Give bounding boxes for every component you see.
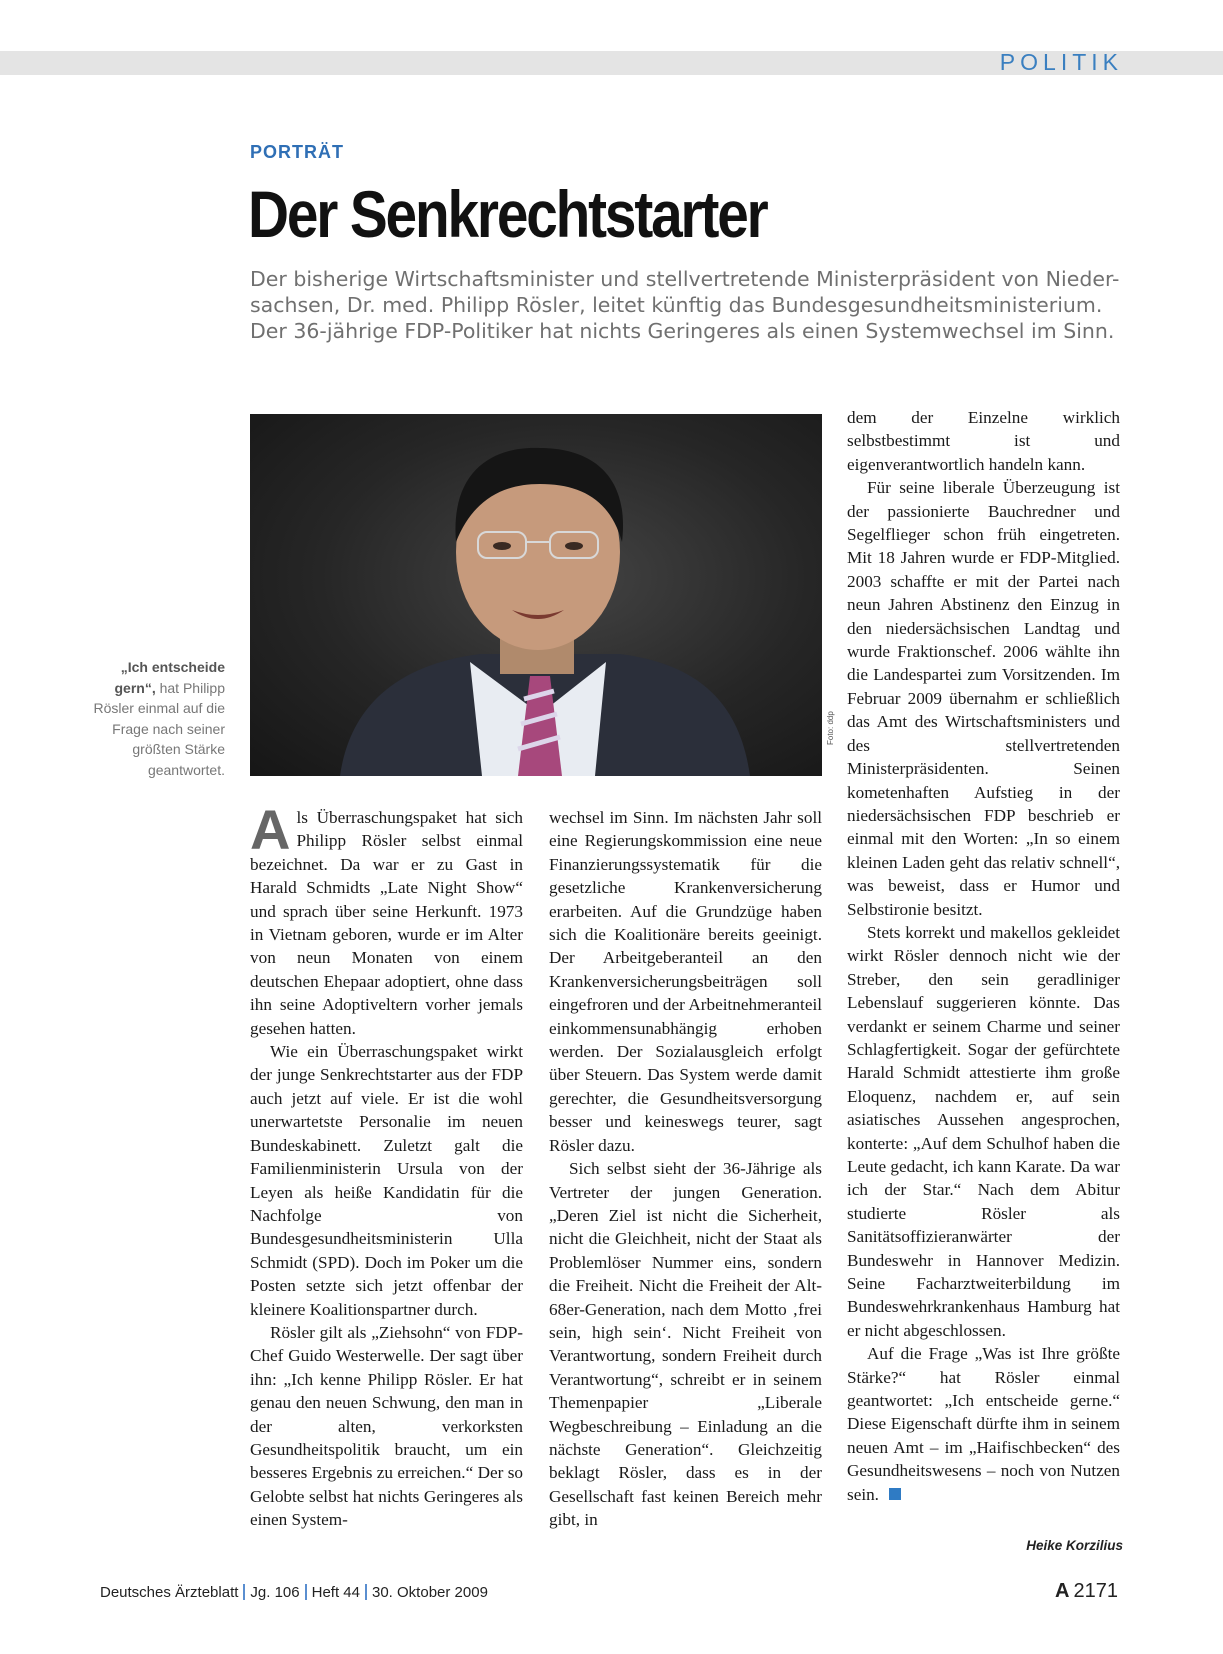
lead-line: Der bisherige Wirtschaftsminister und stellvertretende Ministerpräsident von Nieder-	[250, 267, 1120, 291]
photo-credit: Foto: ddp	[826, 711, 835, 745]
lead-line: Der 36-jährige FDP-Politiker hat nichts Geringeres als einen Systemwechsel im Sinn.	[250, 319, 1115, 343]
paragraph: Sich selbst sieht der 36-Jährige als Vertreter der jungen Generation. „Deren Ziel ist nicht die Sicherheit, nicht die Gleichheit, nicht der Staat als Problemlöser Nummer eins, sondern die Freiheit. Nicht die Freiheit der Alt-68er-Generation, nach dem Motto ‚frei sein, high sein‘. Nicht Freiheit von Verantwortung, sondern Freiheit durch Verantwortung“, schreibt er in seinem Themenpapier „Liberale Wegbeschreibung – Einladung an die nächste Generation“. Gleichzeitig beklagt Rösler, dass es in der Gesellschaft fast keinen Bereich mehr gibt, in	[549, 1159, 822, 1530]
footer-journal-info	[100, 1584, 488, 1601]
kicker: PORTRÄT	[250, 142, 344, 162]
issue-date: 30. Oktober 2009	[372, 1584, 488, 1601]
issue: Heft 44	[311, 1584, 360, 1601]
portrait-illustration	[250, 414, 822, 776]
drop-cap: A	[250, 798, 291, 861]
page-prefix: A	[1055, 1580, 1070, 1602]
footer-separator	[243, 1584, 245, 1600]
portrait-photo	[250, 414, 822, 776]
photo-caption	[90, 657, 225, 780]
footer-separator	[305, 1584, 307, 1600]
headline: Der Senkrechtstarter	[248, 177, 767, 251]
article-column-2	[549, 806, 822, 1532]
author-name: Heike Korzilius	[1026, 1538, 1123, 1553]
lead-line: sachsen, Dr. med. Philipp Rösler, leitet künftig das Bundesgesundheitsministerium.	[250, 293, 1103, 317]
end-mark-icon	[889, 1488, 901, 1500]
paragraph: Stets korrekt und makellos gekleidet wirkt Rösler dennoch nicht wie der Streber, den sein geradliniger Lebenslauf suggerieren könnte. Das verdankt er seinem Charme und seiner Schlagfertigkeit. Sogar der gefürchtete Harald Schmidt attestierte ihm große Eloquenz, nachdem er, auf sein asiatisches Aussehen angesprochen, konterte: „Auf dem Schulhof haben die Leute gedacht, ich kann Karate. Da war ich der Star.“ Nach dem Abitur studierte Rösler als Sanitätsoffizieranwärter der Bundeswehr in Hannover Medizin. Seine Facharztweiterbildung im Bundeswehrkrankenhaus Hamburg hat er nicht abgeschlossen.	[847, 922, 1120, 1340]
lead-paragraph	[250, 266, 1130, 344]
caption-text: hat Philipp Rösler einmal auf die Frage nach seiner größten Stärke geantwortet.	[93, 679, 225, 778]
paragraph: dem der Einzelne wirklich selbstbestimmt ist und eigenverantwortlich handeln kann.	[847, 408, 1120, 474]
paragraph: ls Überraschungspaket hat sich Philipp Rösler selbst einmal bezeichnet. Da war er zu Gast in Harald Schmidts „Late Night Show“ und sprach über seine Herkunft. 1973 in Vietnam geboren, wurde er im Alter von neun Monaten von einem deutschen Ehepaar adoptiert, ohne dass ihn seine Adoptiveltern vorher jemals gesehen hatten.	[250, 808, 523, 1038]
footer-separator	[365, 1584, 367, 1600]
paragraph: Für seine liberale Überzeugung ist der passionierte Bauchredner und Segelflieger schon früh eingetreten. Mit 18 Jahren wurde er FDP-Mitglied. 2003 schaffte er mit der Partei nach neun Jahren Abstinenz den Einzug in den niedersächsischen Landtag und wurde Fraktionschef. 2006 wählte ihn die Landespartei zum Vorsitzenden. Im Februar 2009 übernahm er schließlich das Amt des Wirtschaftsministers und des stellvertretenden Ministerpräsidenten. Seinen kometenhaften Aufstieg in der niedersächsischen FDP beschrieb er einmal mit den Worten: „In so einem kleinen Laden geht das relativ schnell“, was beweist, dass er Humor und Selbstironie besitzt.	[847, 478, 1120, 919]
caption-quote: „Ich entscheide gern“,	[114, 659, 225, 696]
paragraph: Rösler gilt als „Ziehsohn“ von FDP-Chef Guido Westerwelle. Der sagt über ihn: „Ich kenne Philipp Rösler. Er hat genau den neuen Schwung, den man in der alten, verkorksten Gesundheitspolitik braucht, um ein besseres Ergebnis zu erreichen.“ Der so Gelobte selbst hat nichts Geringeres als einen System-	[250, 1322, 523, 1530]
article-column-3	[847, 406, 1120, 1506]
volume: Jg. 106	[250, 1584, 300, 1601]
paragraph: Auf die Frage „Was ist Ihre größte Stärke?“ hat Rösler einmal geantwortet: „Ich entscheide gerne.“ Diese Eigenschaft dürfte ihm in seinem neuen Amt – im „Haifischbecken“ des Gesundheitswesens – noch von Nutzen sein.	[847, 1344, 1120, 1504]
paragraph: Wie ein Überraschungspaket wirkt der junge Senkrechtstarter aus der FDP auch jetzt auf viele. Er ist die wohl unerwartetste Personalie im neuen Bundeskabinett. Zuletzt galt die Familienministerin Ursula von der Leyen als heiße Kandidatin für die Nachfolge von Bundesgesundheitsministerin Ulla Schmidt (SPD). Doch im Poker um die Posten setzte sich jetzt offenbar der kleinere Koalitionspartner durch.	[250, 1042, 523, 1319]
journal-name: Deutsches Ärzteblatt	[100, 1584, 239, 1601]
section-label: POLITIK	[999, 49, 1123, 75]
paragraph: wechsel im Sinn. Im nächsten Jahr soll eine Regierungskommission eine neue Finanzierungssystematik für die gesetzliche Krankenversicherung erarbeiten. Auf die Grundzüge haben sich die Koalitionäre bereits geeinigt. Der Arbeitgeberanteil an den Krankenversicherungsbeiträgen soll eingefroren und der Arbeitnehmeranteil einkommensunabhängig erhoben werden. Der Sozialausgleich erfolgt über Steuern. Das System werde damit gerechter, die Gesundheitsversorgung besser und keineswegs teurer, sagt Rösler dazu.	[549, 808, 822, 1155]
page-number-value: 2171	[1073, 1580, 1118, 1602]
article-column-1	[250, 798, 523, 1532]
page-number	[1055, 1580, 1118, 1603]
